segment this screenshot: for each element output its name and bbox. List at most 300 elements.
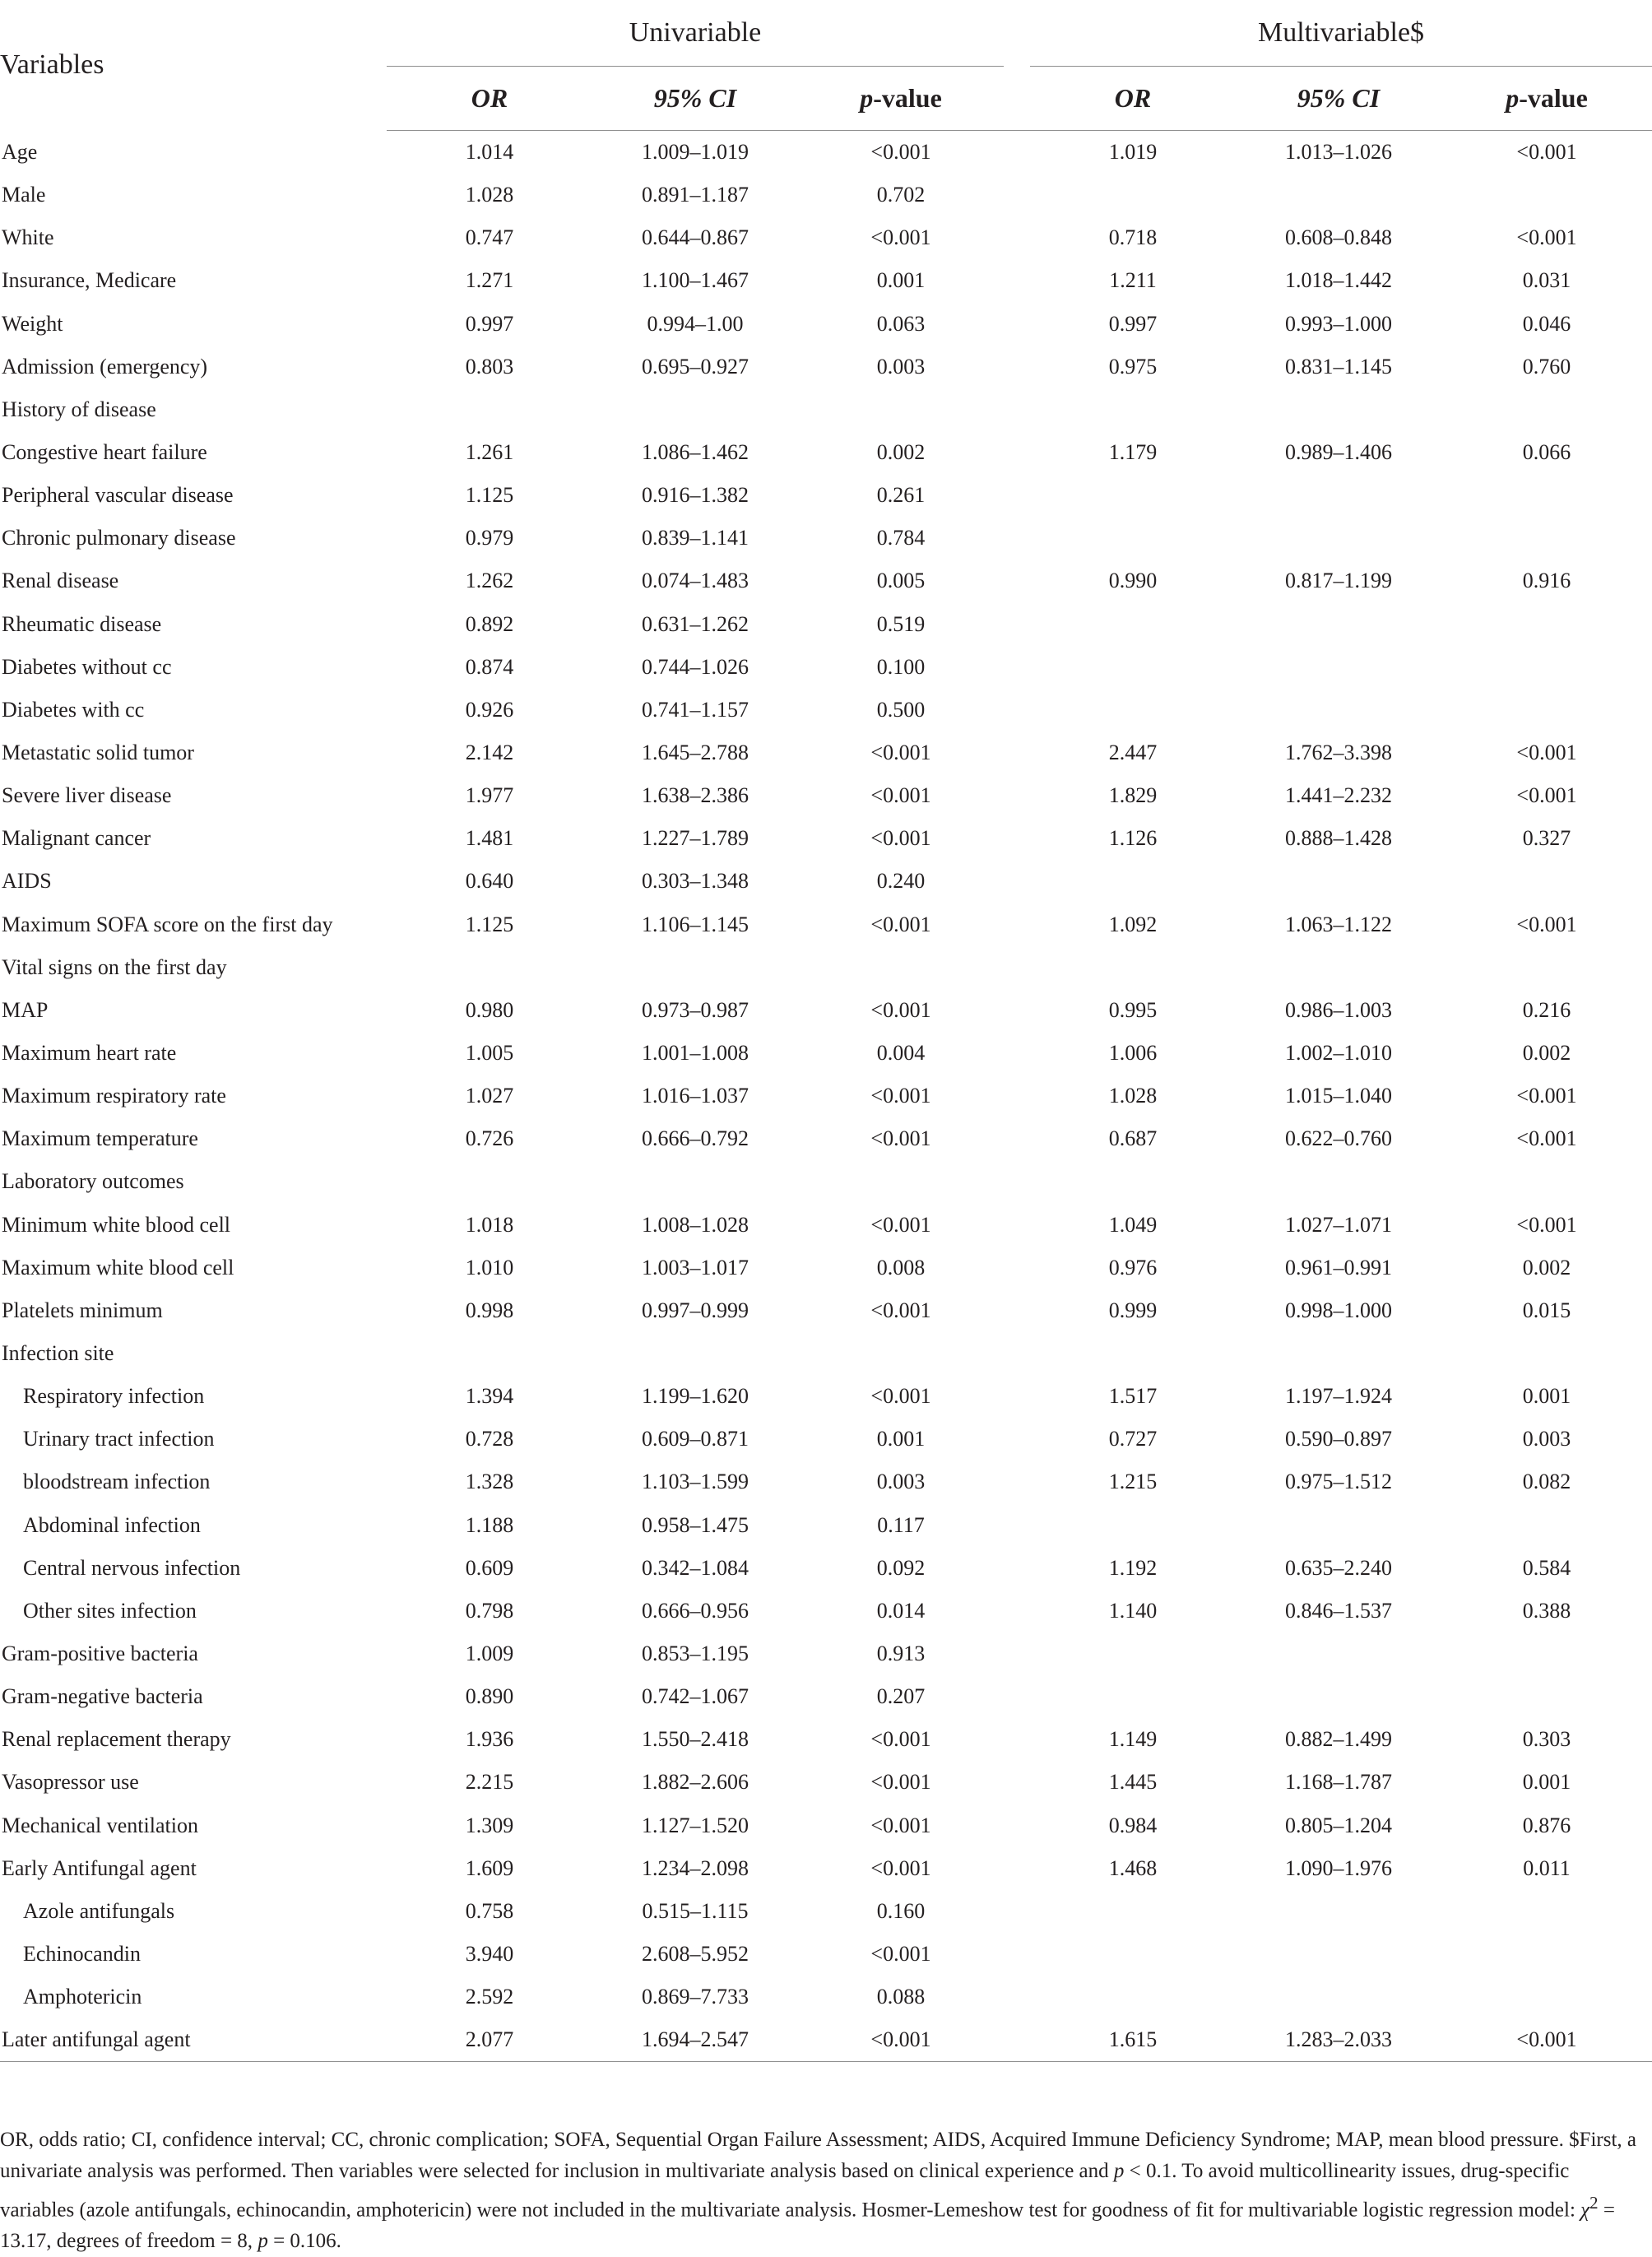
- univariable-ci-cell: 1.086–1.462: [642, 440, 749, 465]
- multivariable-ci-cell: 1.090–1.976: [1285, 1855, 1392, 1880]
- variable-cell: History of disease: [2, 397, 156, 421]
- multivariable-ci-cell: [1236, 946, 1441, 989]
- univariable-ci-cell: 0.342–1.084: [642, 1555, 749, 1580]
- multivariable-p-cell: [1441, 646, 1652, 689]
- multivariable-header: Multivariable$: [1257, 17, 1425, 48]
- variable-cell: Echinocandin: [23, 1941, 141, 1966]
- univariable-ci-cell: 1.106–1.145: [642, 912, 749, 936]
- table-row: [0, 1075, 1652, 1117]
- multivariable-ci-cell: [1236, 860, 1441, 903]
- multivariable-or-cell: 1.211: [1109, 268, 1157, 293]
- univariable-ci-cell: 0.994–1.00: [647, 311, 744, 336]
- univariable-or-cell: 0.609: [465, 1555, 514, 1580]
- univariable-p-cell: 0.001: [876, 268, 926, 293]
- multivariable-ci-cell: 0.608–0.848: [1285, 225, 1392, 250]
- univariable-p-cell: [798, 388, 1004, 431]
- univariable-ci-cell: 0.609–0.871: [642, 1427, 749, 1451]
- variable-cell: Maximum heart rate: [2, 1041, 177, 1066]
- univariable-ci-cell: 0.695–0.927: [642, 354, 749, 378]
- univariable-or-cell: 1.977: [465, 783, 514, 808]
- multivariable-ci-header: 95% CI: [1236, 66, 1441, 131]
- univariable-ci-cell: [592, 1160, 798, 1203]
- multivariable-p-cell: <0.001: [1516, 912, 1577, 936]
- univariable-p-cell: <0.001: [870, 140, 931, 165]
- variable-cell: Maximum white blood cell: [2, 1255, 234, 1279]
- univariable-p-cell: 0.008: [876, 1255, 926, 1279]
- univariable-ci-cell: 1.645–2.788: [642, 741, 749, 765]
- table-row: [0, 817, 1652, 860]
- multivariable-ci-cell: [1236, 1332, 1441, 1375]
- univariable-ci-cell: 0.303–1.348: [642, 869, 749, 894]
- univariable-or-cell: 0.728: [465, 1427, 514, 1451]
- univariable-p-cell: <0.001: [870, 1384, 931, 1409]
- multivariable-or-cell: [1030, 1976, 1236, 2018]
- variable-cell: Chronic pulmonary disease: [2, 526, 236, 550]
- variable-cell: Insurance, Medicare: [2, 268, 177, 293]
- univariable-or-cell: 2.592: [465, 1985, 514, 2009]
- multivariable-p-cell: [1441, 860, 1652, 903]
- multivariable-ci-cell: 1.002–1.010: [1285, 1041, 1392, 1066]
- gap-cell: [1004, 131, 1030, 174]
- univariable-p-cell: 0.088: [876, 1985, 926, 2009]
- gap-cell: [1004, 774, 1030, 817]
- multivariable-p-cell: [1441, 388, 1652, 431]
- table-row: [0, 903, 1652, 946]
- univariable-ci-cell: 0.744–1.026: [642, 654, 749, 679]
- univariable-or-cell: 1.014: [465, 140, 514, 165]
- gap-cell: [1004, 731, 1030, 774]
- univariable-p-cell: <0.001: [870, 1084, 931, 1108]
- table-row: [0, 603, 1652, 646]
- univariable-ci-cell: 1.638–2.386: [642, 783, 749, 808]
- multivariable-p-cell: [1441, 1632, 1652, 1675]
- univariable-p-cell: <0.001: [870, 1212, 931, 1237]
- multivariable-p-cell: 0.002: [1522, 1255, 1571, 1279]
- variable-cell: Maximum SOFA score on the first day: [2, 912, 333, 936]
- table-row: [0, 431, 1652, 474]
- table-row: [0, 1375, 1652, 1418]
- table-row: [0, 1933, 1652, 1976]
- multivariable-ci-cell: 0.989–1.406: [1285, 440, 1392, 465]
- univariable-ci-cell: 1.694–2.547: [592, 2018, 798, 2062]
- gap-cell: [1004, 1332, 1030, 1375]
- variable-cell: Platelets minimum: [2, 1298, 163, 1322]
- variable-cell: Infection site: [2, 1341, 114, 1365]
- variable-cell: Renal disease: [2, 569, 119, 593]
- table-row: [0, 131, 1652, 174]
- gap-cell: [1004, 474, 1030, 517]
- table-row: [0, 1761, 1652, 1804]
- univariable-p-cell: 0.117: [877, 1512, 925, 1537]
- table-row: [0, 1204, 1652, 1247]
- univariable-p-cell: <0.001: [870, 1126, 931, 1151]
- multivariable-ci-cell: [1236, 1890, 1441, 1933]
- univariable-ci-cell: 1.100–1.467: [642, 268, 749, 293]
- univariable-p-cell: 0.063: [876, 311, 926, 336]
- univariable-p-cell: 0.702: [876, 183, 926, 207]
- univariable-ci-cell: 1.008–1.028: [642, 1212, 749, 1237]
- multivariable-ci-cell: [1236, 388, 1441, 431]
- gap-cell: [1004, 1632, 1030, 1675]
- univariable-ci-cell: 1.199–1.620: [642, 1384, 749, 1409]
- univariable-or-cell: 3.940: [465, 1941, 514, 1966]
- multivariable-p-cell: 0.066: [1522, 440, 1571, 465]
- gap-cell: [1004, 1289, 1030, 1332]
- univariable-p-cell: 0.519: [876, 611, 926, 636]
- gap-cell: [1004, 989, 1030, 1032]
- multivariable-p-cell: [1441, 603, 1652, 646]
- univariable-ci-cell: 2.608–5.952: [642, 1941, 749, 1966]
- gap-cell: [1004, 860, 1030, 903]
- univariable-ci-cell: 0.853–1.195: [642, 1641, 749, 1665]
- table-row: [0, 474, 1652, 517]
- gap-cell: [1004, 1590, 1030, 1632]
- multivariable-or-cell: 1.149: [1108, 1727, 1158, 1752]
- multivariable-p-cell: <0.001: [1516, 783, 1577, 808]
- variable-cell: AIDS: [2, 869, 52, 894]
- multivariable-p-cell: [1441, 689, 1652, 731]
- variable-cell: Mechanical ventilation: [2, 1813, 198, 1837]
- multivariable-ci-cell: 1.015–1.040: [1285, 1084, 1392, 1108]
- variable-cell: Severe liver disease: [2, 783, 172, 808]
- gap-cell: [1004, 388, 1030, 431]
- table-footnote: OR, odds ratio; CI, confidence interval; CC, chronic complication; SOFA, Sequential Organ Failure Assessment; AIDS, Acquired Immune Deficiency Syndrome; MAP, mean blood pressure. $First, a univariate analysis was performed. Then variables were selected for inclusion in multivariate analysis based on clinical experience and p < 0.1. To avoid multicollinearity issues, drug-specific variables (azole antifungals, echinocandin, amphotericin) were not included in the multivariate analysis. Hosmer-Lemeshow test for goodness of fit for multivariable logistic regression model: $\chi^2 = 13.17$, degrees of freedom = 8, p = 0.106.: [0, 2129, 1637, 2253]
- univariable-or-cell: 1.009: [465, 1641, 514, 1665]
- variable-cell: Gram-positive bacteria: [2, 1641, 198, 1665]
- gap-cell: [1004, 903, 1030, 946]
- multivariable-or-cell: 1.468: [1108, 1855, 1158, 1880]
- univariable-or-cell: 1.271: [465, 268, 514, 293]
- gap-cell: [1004, 1847, 1030, 1890]
- gap-cell: [1004, 1032, 1030, 1075]
- univariable-or-cell: 1.188: [465, 1512, 514, 1537]
- univariable-or-cell: 0.758: [465, 1898, 514, 1923]
- gap-cell: [1004, 1160, 1030, 1203]
- multivariable-p-cell: 0.916: [1522, 569, 1571, 593]
- univariable-or-cell: 0.892: [465, 611, 514, 636]
- multivariable-or-cell: 1.615: [1030, 2018, 1236, 2062]
- multivariable-ci-cell: 1.018–1.442: [1285, 268, 1392, 293]
- gap-cell: [1004, 817, 1030, 860]
- univariable-p-cell: 0.004: [876, 1041, 926, 1066]
- multivariable-or-header: OR: [1030, 66, 1236, 131]
- multivariable-ci-cell: [1236, 517, 1441, 560]
- gap-cell: [1004, 216, 1030, 259]
- univariable-or-cell: 1.010: [465, 1255, 514, 1279]
- univariable-p-cell: <0.001: [798, 2018, 1004, 2062]
- table-row: [0, 989, 1652, 1032]
- multivariable-p-cell: [1441, 1675, 1652, 1718]
- table-row: [0, 174, 1652, 216]
- multivariable-or-cell: [1030, 1332, 1236, 1375]
- multivariable-ci-cell: 0.635–2.240: [1285, 1555, 1392, 1580]
- univariable-ci-cell: 1.227–1.789: [642, 826, 749, 851]
- multivariable-p-cell: 0.216: [1522, 997, 1571, 1022]
- multivariable-ci-cell: 0.961–0.991: [1285, 1255, 1392, 1279]
- variable-cell: Maximum respiratory rate: [2, 1084, 226, 1108]
- multivariable-or-cell: 1.126: [1108, 826, 1158, 851]
- multivariable-p-cell: 0.760: [1522, 354, 1571, 378]
- gap-cell: [1004, 646, 1030, 689]
- univariable-ci-cell: [592, 1332, 798, 1375]
- multivariable-p-cell: 0.003: [1522, 1427, 1571, 1451]
- univariable-p-cell: <0.001: [870, 826, 931, 851]
- multivariable-or-cell: 1.028: [1108, 1084, 1158, 1108]
- multivariable-or-cell: 1.049: [1108, 1212, 1158, 1237]
- multivariable-or-cell: [1030, 1890, 1236, 1933]
- univariable-or-cell: 0.726: [465, 1126, 514, 1151]
- univariable-ci-cell: 1.001–1.008: [642, 1041, 749, 1066]
- table-row: [0, 1804, 1652, 1846]
- univariable-or-cell: 0.640: [465, 869, 514, 894]
- table-row: [0, 646, 1652, 689]
- multivariable-ci-cell: 0.882–1.499: [1285, 1727, 1392, 1752]
- multivariable-p-cell: 0.327: [1522, 826, 1571, 851]
- gap-cell: [1004, 174, 1030, 216]
- table-row: [0, 1675, 1652, 1718]
- univariable-ci-cell: 0.891–1.187: [642, 183, 749, 207]
- multivariable-ci-cell: 0.805–1.204: [1285, 1813, 1392, 1837]
- univariable-or-cell: 1.261: [465, 440, 514, 465]
- gap-cell: [1004, 1761, 1030, 1804]
- multivariable-ci-cell: [1236, 474, 1441, 517]
- univariable-ci-cell: 0.741–1.157: [642, 697, 749, 722]
- variable-cell: Other sites infection: [23, 1598, 197, 1623]
- multivariable-p-cell: 0.046: [1522, 311, 1571, 336]
- variables-header: Variables: [0, 49, 104, 81]
- univariable-or-cell: 1.125: [465, 912, 514, 936]
- multivariable-or-cell: 0.997: [1108, 311, 1158, 336]
- table-row: [0, 1160, 1652, 1203]
- variable-cell: Azole antifungals: [23, 1898, 175, 1923]
- table-row: [0, 1847, 1652, 1890]
- table-row: [0, 1117, 1652, 1160]
- univariable-or-cell: 0.798: [465, 1598, 514, 1623]
- table-row: [0, 1032, 1652, 1075]
- table-row: [0, 1590, 1652, 1632]
- table-row: [0, 860, 1652, 903]
- multivariable-ci-cell: 0.986–1.003: [1285, 997, 1392, 1022]
- multivariable-p-cell: 0.303: [1522, 1727, 1571, 1752]
- multivariable-p-cell: 0.011: [1523, 1855, 1571, 1880]
- univariable-ci-cell: 1.009–1.019: [642, 140, 749, 165]
- multivariable-or-cell: 1.445: [1108, 1770, 1158, 1795]
- univariable-ci-cell: 1.234–2.098: [642, 1855, 749, 1880]
- multivariable-or-cell: [1030, 603, 1236, 646]
- variable-cell: Urinary tract infection: [23, 1427, 215, 1451]
- table-row: [0, 517, 1652, 560]
- variable-cell: Metastatic solid tumor: [2, 741, 194, 765]
- table-row: [0, 1289, 1652, 1332]
- multivariable-rule: [1030, 66, 1652, 67]
- univariable-p-cell: <0.001: [870, 1813, 931, 1837]
- variable-cell: Laboratory outcomes: [2, 1169, 184, 1194]
- variable-cell: White: [2, 225, 54, 250]
- univariable-ci-cell: 0.742–1.067: [642, 1684, 749, 1709]
- multivariable-p-cell: 0.876: [1522, 1813, 1571, 1837]
- univariable-or-cell: 0.926: [465, 697, 514, 722]
- univariable-p-cell: 0.003: [876, 354, 926, 378]
- univariable-or-cell: 1.481: [465, 826, 514, 851]
- univariable-p-cell: 0.092: [876, 1555, 926, 1580]
- gap-cell: [1004, 1117, 1030, 1160]
- variable-cell: Central nervous infection: [23, 1555, 241, 1580]
- multivariable-ci-cell: 0.975–1.512: [1285, 1470, 1392, 1494]
- univariable-or-cell: [387, 388, 592, 431]
- multivariable-ci-cell: [1236, 689, 1441, 731]
- multivariable-p-cell: 0.031: [1522, 268, 1571, 293]
- univariable-or-cell: 2.142: [465, 741, 514, 765]
- multivariable-p-cell: 0.388: [1522, 1598, 1571, 1623]
- variable-cell: Vital signs on the first day: [2, 954, 227, 979]
- table-row: [0, 560, 1652, 602]
- gap-cell: [1004, 517, 1030, 560]
- table-row: [0, 388, 1652, 431]
- univariable-p-cell: 0.240: [876, 869, 926, 894]
- multivariable-or-cell: [1030, 174, 1236, 216]
- variable-cell: Later antifungal agent: [0, 2018, 387, 2062]
- table-row: [0, 731, 1652, 774]
- univariable-ci-cell: 0.515–1.115: [642, 1898, 749, 1923]
- table-row: [0, 303, 1652, 346]
- multivariable-or-cell: 0.999: [1108, 1298, 1158, 1322]
- variable-cell: Malignant cancer: [2, 826, 151, 851]
- gap-cell: [1004, 346, 1030, 388]
- multivariable-or-cell: 1.092: [1108, 912, 1158, 936]
- multivariable-or-cell: [1030, 646, 1236, 689]
- multivariable-or-cell: [1030, 1160, 1236, 1203]
- univariable-p-header: p-value: [798, 66, 1004, 131]
- univariable-p-cell: <0.001: [870, 1855, 931, 1880]
- multivariable-ci-cell: [1236, 603, 1441, 646]
- univariable-or-cell: 0.997: [465, 311, 514, 336]
- multivariable-p-cell: [1441, 174, 1652, 216]
- variable-cell: Admission (emergency): [2, 354, 208, 378]
- univariable-p-cell: 0.002: [876, 440, 926, 465]
- univariable-p-cell: <0.001: [870, 1941, 931, 1966]
- multivariable-ci-cell: 1.013–1.026: [1285, 140, 1392, 165]
- univariable-or-cell: 1.936: [465, 1727, 514, 1752]
- univariable-or-cell: 2.215: [465, 1770, 514, 1795]
- multivariable-p-cell: [1441, 1504, 1652, 1547]
- multivariable-p-cell: [1441, 946, 1652, 989]
- multivariable-p-cell: <0.001: [1516, 741, 1577, 765]
- multivariable-or-cell: [1030, 517, 1236, 560]
- variable-cell: MAP: [2, 997, 49, 1022]
- univariable-p-cell: <0.001: [870, 1727, 931, 1752]
- multivariable-or-cell: [1030, 388, 1236, 431]
- table-row: [0, 2018, 1652, 2062]
- multivariable-or-cell: 1.140: [1108, 1598, 1158, 1623]
- multivariable-p-cell: [1441, 517, 1652, 560]
- multivariable-p-header: p-value: [1441, 66, 1652, 131]
- multivariable-ci-cell: [1236, 1675, 1441, 1718]
- variable-cell: Vasopressor use: [2, 1770, 139, 1795]
- univariable-p-cell: <0.001: [870, 225, 931, 250]
- table-row: [0, 1890, 1652, 1933]
- table-row: [0, 1504, 1652, 1547]
- table-row: [0, 1632, 1652, 1675]
- gap-cell: [1004, 2018, 1030, 2062]
- univariable-or-cell: 0.890: [465, 1684, 514, 1709]
- variable-cell: Renal replacement therapy: [2, 1727, 231, 1752]
- multivariable-p-cell: 0.082: [1522, 1470, 1571, 1494]
- univariable-or-cell: 1.125: [465, 483, 514, 508]
- univariable-p-cell: 0.001: [876, 1427, 926, 1451]
- multivariable-ci-cell: 0.590–0.897: [1285, 1427, 1392, 1451]
- gap-cell: [1004, 1375, 1030, 1418]
- multivariable-p-cell: 0.002: [1522, 1041, 1571, 1066]
- variable-cell: Amphotericin: [23, 1985, 142, 2009]
- univariable-ci-cell: 0.074–1.483: [642, 569, 749, 593]
- univariable-p-cell: <0.001: [870, 997, 931, 1022]
- univariable-p-cell: 0.100: [876, 654, 926, 679]
- gap-cell: [1004, 303, 1030, 346]
- gap-cell: [1004, 1504, 1030, 1547]
- univariable-ci-cell: 0.958–1.475: [642, 1512, 749, 1537]
- univariable-ci-cell: 0.839–1.141: [642, 526, 749, 550]
- multivariable-ci-cell: [1236, 174, 1441, 216]
- univariable-p-cell: <0.001: [870, 783, 931, 808]
- multivariable-or-cell: 1.192: [1108, 1555, 1158, 1580]
- table-body: [0, 131, 1652, 2062]
- multivariable-or-cell: 0.687: [1108, 1126, 1158, 1151]
- multivariable-p-cell: <0.001: [1516, 1212, 1577, 1237]
- variable-cell: Early Antifungal agent: [2, 1855, 197, 1880]
- multivariable-p-cell: <0.001: [1516, 225, 1577, 250]
- table-row: [0, 1247, 1652, 1289]
- variable-cell: Rheumatic disease: [2, 611, 162, 636]
- multivariable-ci-cell: 1.441–2.232: [1285, 783, 1392, 808]
- univariable-header: Univariable: [629, 17, 762, 48]
- table-row: [0, 946, 1652, 989]
- univariable-p-cell: <0.001: [870, 741, 931, 765]
- univariable-p-cell: 0.014: [876, 1598, 926, 1623]
- multivariable-or-cell: [1030, 474, 1236, 517]
- univariable-ci-cell: 0.997–0.999: [642, 1298, 749, 1322]
- header-gap-sub: [1004, 66, 1030, 131]
- gap-cell: [1004, 1804, 1030, 1846]
- table-row: [0, 1547, 1652, 1590]
- multivariable-or-cell: [1030, 946, 1236, 989]
- gap-cell: [1004, 1718, 1030, 1761]
- univariable-or-cell: 0.747: [465, 225, 514, 250]
- univariable-ci-cell: 1.882–2.606: [642, 1770, 749, 1795]
- univariable-or-cell: 0.874: [465, 654, 514, 679]
- gap-cell: [1004, 689, 1030, 731]
- multivariable-or-cell: 0.975: [1108, 354, 1158, 378]
- univariable-ci-cell: 1.550–2.418: [642, 1727, 749, 1752]
- multivariable-or-cell: 1.215: [1108, 1470, 1158, 1494]
- table-row: [0, 1976, 1652, 2018]
- multivariable-ci-cell: 0.831–1.145: [1285, 354, 1392, 378]
- multivariable-ci-cell: 0.993–1.000: [1285, 311, 1392, 336]
- univariable-or-cell: 1.005: [465, 1041, 514, 1066]
- univariable-or-cell: 2.077: [387, 2018, 592, 2062]
- multivariable-ci-cell: [1236, 1976, 1441, 2018]
- gap-cell: [1004, 431, 1030, 474]
- univariable-p-cell: [798, 1332, 1004, 1375]
- multivariable-or-cell: 1.179: [1108, 440, 1158, 465]
- multivariable-ci-cell: [1236, 1632, 1441, 1675]
- table-row: [0, 774, 1652, 817]
- multivariable-or-cell: 0.727: [1108, 1427, 1158, 1451]
- univariable-ci-header: 95% CI: [592, 66, 798, 131]
- multivariable-p-cell: 0.001: [1522, 1770, 1571, 1795]
- table-row: [0, 1718, 1652, 1761]
- multivariable-or-cell: 1.006: [1108, 1041, 1158, 1066]
- multivariable-or-cell: 1.829: [1108, 783, 1158, 808]
